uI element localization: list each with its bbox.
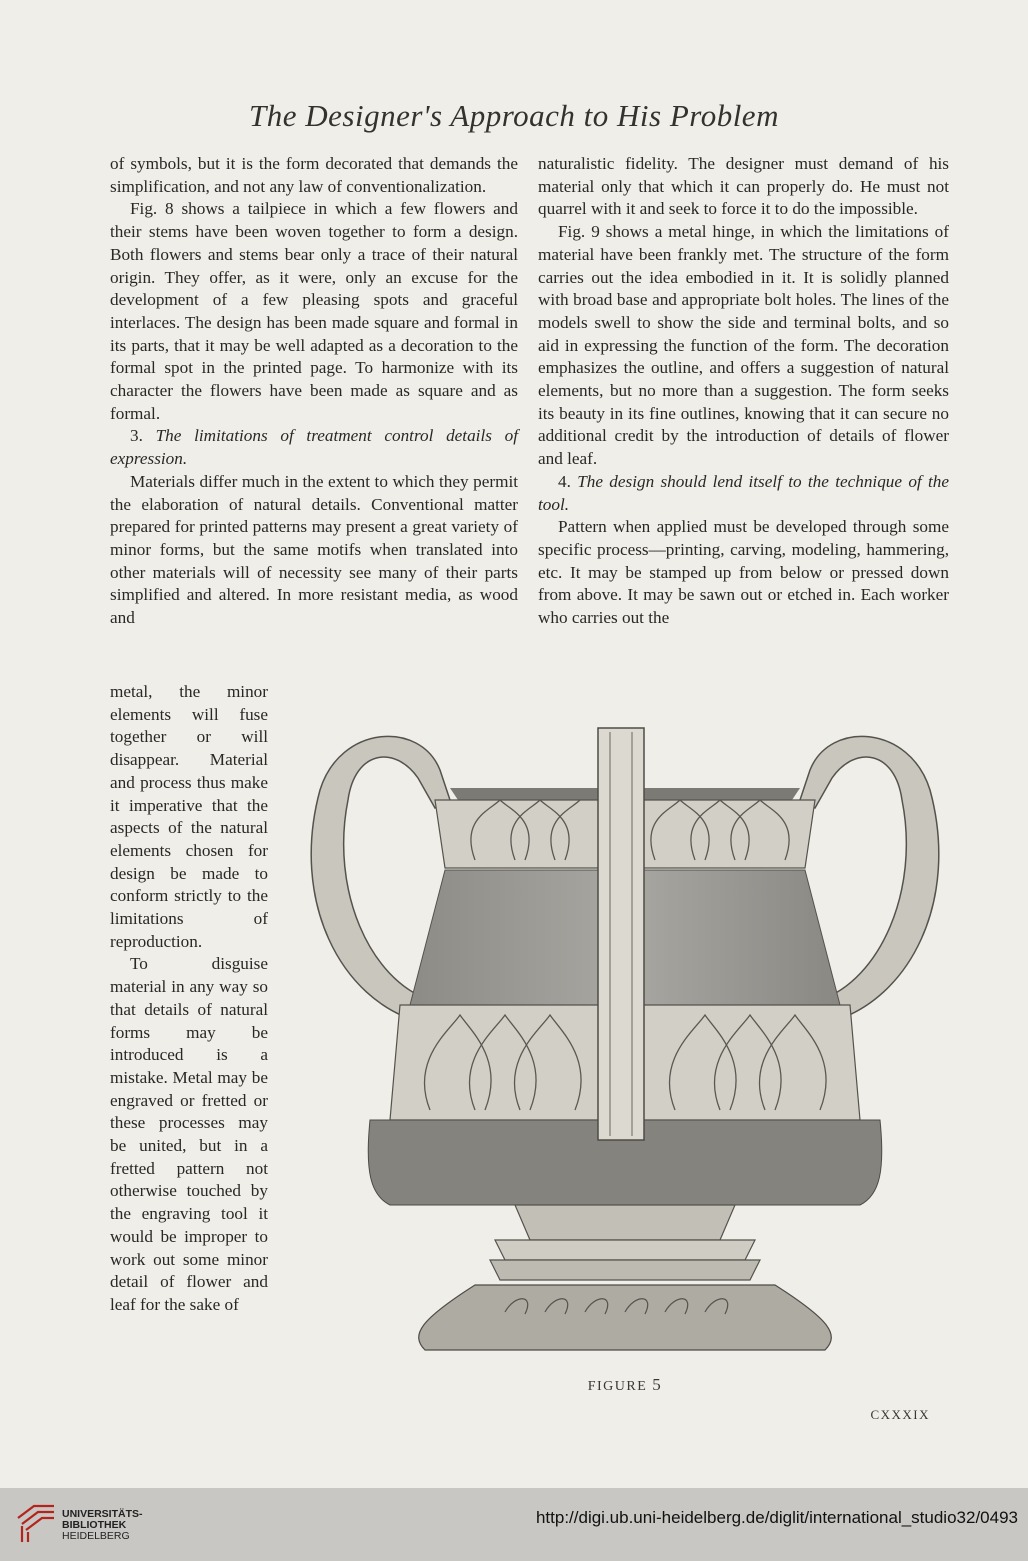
paragraph: metal, the minor elements will fuse together or will disappear. Material and process thus make it imperative that the aspects of the natural elements chosen for design be made to conform strictly to the limitations of reproduction. <box>110 682 268 951</box>
heading-number: 3. <box>130 426 143 446</box>
right-column <box>538 153 949 630</box>
caption-number: 5 <box>652 1375 663 1394</box>
heading-number: 4. <box>558 471 571 491</box>
vase-foot <box>419 1285 832 1350</box>
source-url-link[interactable]: http://digi.ub.uni-heidelberg.de/diglit/international_studio32/0493 <box>535 1508 1018 1527</box>
paragraph: Pattern when applied must be developed through some specific process—printing, carving, modeling, hammering, etc. It may be stamped up from below or pressed down from above. It may be sawn out or etched in. Each worker who carries out the <box>538 517 949 628</box>
narrow-column <box>110 681 268 1317</box>
vase-illustration <box>300 700 950 1370</box>
ub-heidelberg-logo-icon <box>14 1502 58 1546</box>
library-name: UNIVERSITÄTS- BIBLIOTHEK HEIDELBERG <box>62 1508 143 1542</box>
page-number: CXXXIX <box>870 1407 930 1422</box>
paragraph: of symbols, but it is the form decorated that demands the simplification, and not any law of conventionalization. <box>110 154 518 196</box>
section-heading-4 <box>538 471 949 516</box>
paragraph: To disguise material in any way so that details of natural forms may be introduced is a mistake. Metal may be engraved or fretted or these processes may be united, but in a fretted pattern not otherwise touched by the engraving tool it would be improper to work out some minor detail of flower and leaf for the sake of <box>110 954 268 1314</box>
left-column <box>110 153 518 630</box>
paragraph: Materials differ much in the extent to which they permit the elaboration of natural details. Conventional matter prepared for printed patterns may present a great variety of minor forms, but the same motifs when translated into other materials will of necessity see many of their parts simplified and altered. In more resistant media, as wood and <box>110 471 518 628</box>
figure-caption <box>300 1375 950 1395</box>
caption-label: FIGURE <box>587 1379 648 1394</box>
paragraph: Fig. 8 shows a tailpiece in which a few flowers and their stems have been woven together to form a design. Both flowers and stems bear only a trace of their natural origin. They offer, as it were, only an excuse for the development of a few pleasing spots and graceful interlaces. The design has been made square and formal in its parts, that it may be well adapted as a decoration to the formal spot in the printed page. To harmonize with its character the flowers have been made as square and as formal. <box>110 199 518 423</box>
heading-text: The limitations of treatment control details of expression. <box>110 426 518 469</box>
heading-text: The design should lend itself to the technique of the tool. <box>538 471 949 514</box>
digitization-footer <box>0 1488 1028 1561</box>
paragraph: Fig. 9 shows a metal hinge, in which the limitations of material have been frankly met. The structure of the form carries out the idea embodied in it. It is solidly planned with broad base and appropriate bolt holes. The lines of the models swell to show the side and terminal bolts, and so aid in expressing the function of the form. The decoration emphasizes the outline, and offers a suggestion of natural elements, but no more than a suggestion. The form seeks its beauty in its fine outlines, knowing that it can secure no additional credit by the introduction of details of flower and leaf. <box>538 222 949 469</box>
running-head: The Designer's Approach to His Problem <box>249 98 779 133</box>
section-heading-3 <box>110 425 518 470</box>
paragraph: naturalistic fidelity. The designer must demand of his material only that which it can properly do. He must not quarrel with it and seek to force it to do the impossible. <box>538 154 949 219</box>
center-strap <box>598 728 644 1140</box>
